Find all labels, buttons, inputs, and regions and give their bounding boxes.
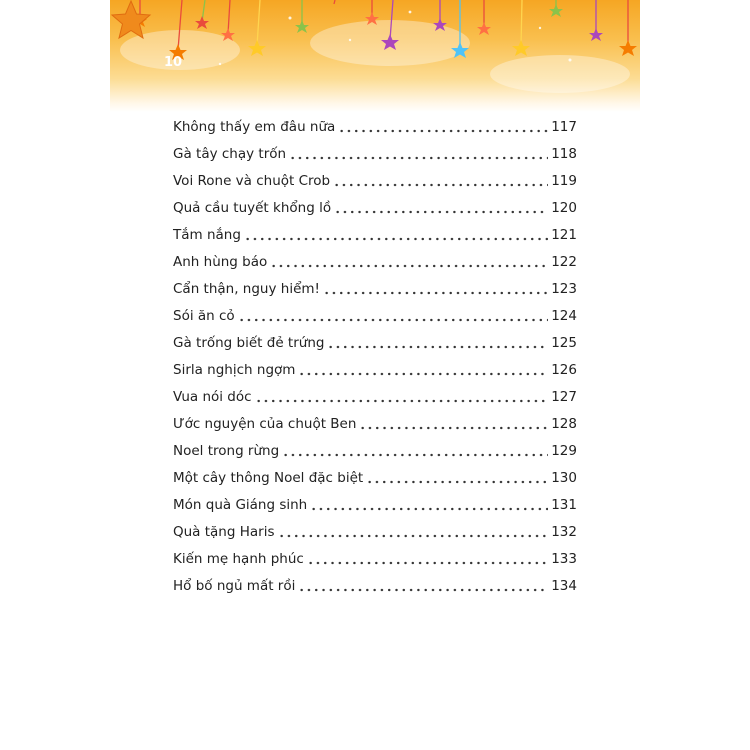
toc-entry <box>173 572 577 599</box>
dot-leader <box>244 237 548 241</box>
toc-entry-page: 125 <box>551 334 577 351</box>
toc-entry-page: 122 <box>551 253 577 270</box>
toc-entry <box>173 545 577 572</box>
toc-entry <box>173 383 577 410</box>
toc-entry-title: Hổ bố ngủ mất rồi <box>173 577 296 594</box>
dot-leader <box>270 264 548 268</box>
dot-leader <box>282 453 548 457</box>
toc-entry-title: Quả cầu tuyết khổng lồ <box>173 199 332 216</box>
toc-entry-page: 134 <box>551 577 577 594</box>
toc-entry-title: Không thấy em đâu nữa <box>173 118 336 135</box>
dot-leader <box>333 183 548 187</box>
toc-entry-page: 127 <box>551 388 577 405</box>
dot-leader <box>298 588 548 592</box>
toc-entry-page: 120 <box>551 199 577 216</box>
decorative-banner <box>110 0 640 112</box>
toc-entry-title: Kiến mẹ hạnh phúc <box>173 550 304 567</box>
toc-entry-page: 132 <box>551 523 577 540</box>
dot-leader <box>278 534 549 538</box>
dot-leader <box>310 507 548 511</box>
toc-entry-page: 130 <box>551 469 577 486</box>
toc-entry <box>173 194 577 221</box>
toc-entry <box>173 410 577 437</box>
toc-entry-page: 129 <box>551 442 577 459</box>
toc-entry-title: Sói ăn cỏ <box>173 307 235 324</box>
dot-leader <box>298 372 548 376</box>
toc-entry <box>173 248 577 275</box>
dot-leader <box>359 426 548 430</box>
page-number: 10 <box>163 55 183 70</box>
toc-entry-title: Gà trống biết đẻ trứng <box>173 334 325 351</box>
dot-leader <box>334 210 548 214</box>
toc-entry <box>173 518 577 545</box>
toc-entry <box>173 464 577 491</box>
toc-entry-page: 126 <box>551 361 577 378</box>
toc-entry-title: Cẩn thận, nguy hiểm! <box>173 280 320 297</box>
toc-entry-page: 117 <box>551 118 577 135</box>
dot-leader <box>338 129 548 133</box>
toc-entry-title: Món quà Giáng sinh <box>173 496 308 513</box>
toc-entry <box>173 329 577 356</box>
toc-entry <box>173 437 577 464</box>
toc-entry-page: 124 <box>551 307 577 324</box>
book-page <box>110 0 640 750</box>
toc-entry-title: Một cây thông Noel đặc biệt <box>173 469 364 486</box>
toc-entry-title: Anh hùng báo <box>173 253 268 270</box>
toc-entry <box>173 302 577 329</box>
toc-entry <box>173 113 577 140</box>
toc-entry-page: 128 <box>551 415 577 432</box>
toc-entry-page: 121 <box>551 226 577 243</box>
page-number-star-badge <box>110 0 152 42</box>
toc-entry-title: Gà tây chạy trốn <box>173 145 287 162</box>
dot-leader <box>323 291 548 295</box>
dot-leader <box>255 399 549 403</box>
toc-entry <box>173 491 577 518</box>
dot-leader <box>238 318 549 322</box>
toc-entry-title: Voi Rone và chuột Crob <box>173 172 331 189</box>
toc-entry <box>173 140 577 167</box>
toc-entry-title: Quà tặng Haris <box>173 523 275 540</box>
toc-entry-title: Vua nói dóc <box>173 388 252 405</box>
dot-leader <box>366 480 548 484</box>
dot-leader <box>327 345 548 349</box>
toc-entry-page: 118 <box>551 145 577 162</box>
toc-entry-page: 133 <box>551 550 577 567</box>
table-of-contents <box>173 113 577 599</box>
toc-entry-title: Noel trong rừng <box>173 442 280 459</box>
toc-entry <box>173 356 577 383</box>
dot-leader <box>289 156 548 160</box>
toc-entry-title: Tắm nắng <box>173 226 241 243</box>
toc-entry-page: 119 <box>551 172 577 189</box>
toc-entry-title: Sirla nghịch ngợm <box>173 361 296 378</box>
toc-entry-title: Ước nguyện của chuột Ben <box>173 415 357 432</box>
toc-entry <box>173 167 577 194</box>
dot-leader <box>307 561 548 565</box>
toc-entry-page: 131 <box>551 496 577 513</box>
toc-entry <box>173 275 577 302</box>
toc-entry-page: 123 <box>551 280 577 297</box>
toc-entry <box>173 221 577 248</box>
